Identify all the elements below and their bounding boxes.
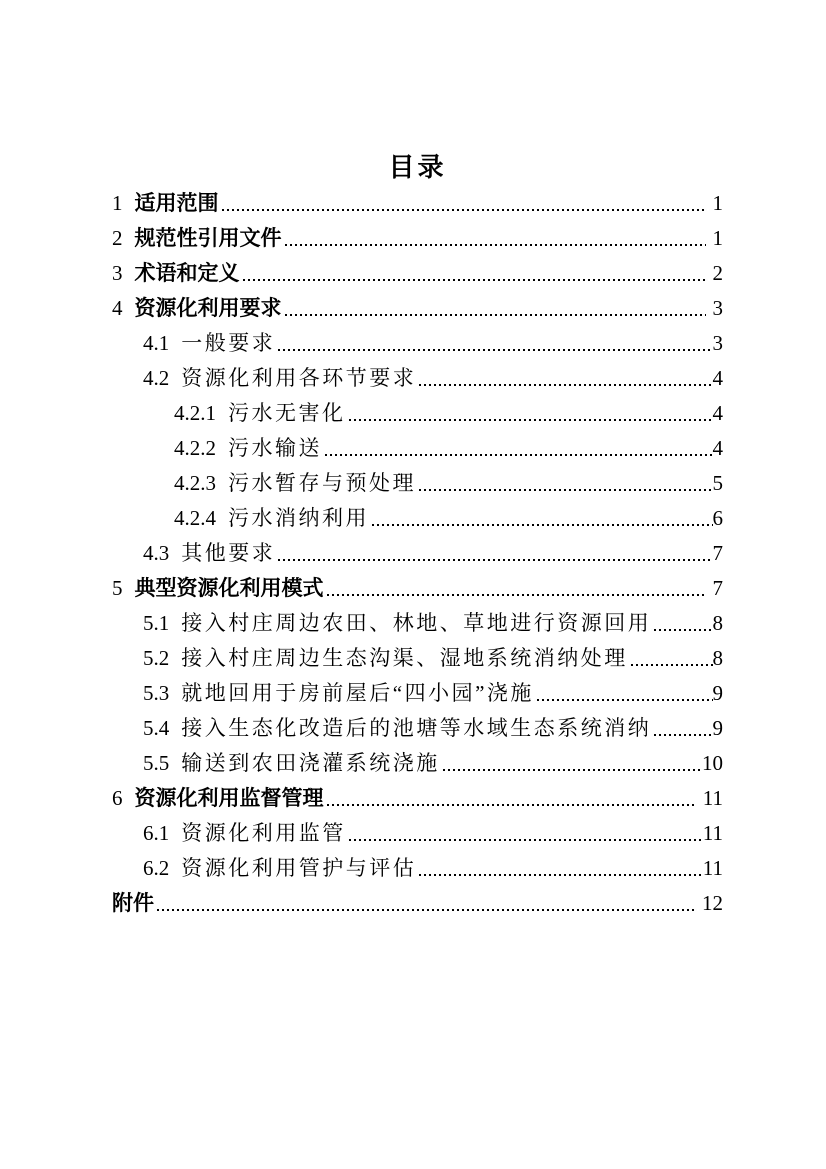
dot-leader bbox=[443, 769, 702, 771]
toc-entry bbox=[112, 361, 723, 396]
dot-leader bbox=[349, 419, 713, 421]
toc-entry bbox=[112, 641, 723, 676]
toc-entry-number: 6.1 bbox=[143, 821, 170, 845]
toc-entry-number: 4.2.1 bbox=[174, 401, 216, 425]
toc-entry-number: 6 bbox=[112, 786, 123, 810]
toc-entry bbox=[112, 291, 723, 326]
toc-entry-page: 11 bbox=[702, 821, 723, 845]
toc-entry-page: 9 bbox=[712, 716, 723, 740]
toc-entry-page: 1 bbox=[712, 226, 723, 250]
toc-entry-number: 5.4 bbox=[143, 716, 170, 740]
toc-entry-number: 4 bbox=[112, 296, 123, 320]
toc-entry bbox=[112, 746, 723, 781]
toc-entry-number: 5.3 bbox=[143, 681, 170, 705]
toc-entry-label: 接入生态化改造后的池塘等水域生态系统消纳 bbox=[181, 716, 652, 740]
dot-leader bbox=[222, 209, 706, 211]
toc-entry-label: 术语和定义 bbox=[134, 262, 240, 285]
toc-entry-number: 4.2 bbox=[143, 366, 170, 390]
toc-entry-page: 4 bbox=[712, 436, 723, 460]
toc-entry bbox=[112, 326, 723, 361]
toc-entry-label: 适用范围 bbox=[134, 192, 219, 215]
dot-leader bbox=[278, 559, 712, 561]
toc-entry-number: 4.3 bbox=[143, 541, 170, 565]
toc-entry bbox=[112, 466, 723, 501]
toc-entry-label: 输送到农田浇灌系统浇施 bbox=[181, 751, 440, 775]
toc-entry-label: 资源化利用要求 bbox=[134, 297, 282, 320]
dot-leader bbox=[654, 734, 712, 736]
toc-entry-label: 接入村庄周边生态沟渠、湿地系统消纳处理 bbox=[181, 646, 628, 670]
toc-entry-number: 5.2 bbox=[143, 646, 170, 670]
toc-entry-page: 7 bbox=[712, 576, 723, 600]
dot-leader bbox=[327, 594, 706, 596]
dot-leader bbox=[537, 699, 713, 701]
toc-entry-page: 8 bbox=[712, 646, 723, 670]
toc-entry-page: 1 bbox=[712, 191, 723, 215]
toc-entry-number: 4.1 bbox=[143, 331, 170, 355]
toc-entry-page: 12 bbox=[702, 891, 723, 915]
toc-entry bbox=[112, 431, 723, 466]
dot-leader bbox=[654, 629, 712, 631]
toc-list bbox=[112, 186, 723, 921]
toc-entry-label: 接入村庄周边农田、林地、草地进行资源回用 bbox=[181, 611, 652, 635]
toc-entry-page: 4 bbox=[712, 366, 723, 390]
toc-entry-label: 就地回用于房前屋后“四小园”浇施 bbox=[181, 681, 534, 705]
toc-entry-label: 污水无害化 bbox=[228, 401, 346, 425]
toc-entry bbox=[112, 221, 723, 256]
dot-leader bbox=[631, 664, 713, 666]
toc-entry bbox=[112, 676, 723, 711]
dot-leader bbox=[325, 454, 713, 456]
toc-entry bbox=[112, 886, 723, 921]
dot-leader bbox=[157, 909, 695, 911]
dot-leader bbox=[327, 804, 696, 806]
toc-entry-label: 一般要求 bbox=[181, 331, 276, 355]
dot-leader bbox=[285, 244, 706, 246]
toc-entry-page: 11 bbox=[702, 786, 723, 810]
toc-entry-page: 6 bbox=[712, 506, 723, 530]
toc-entry-number: 3 bbox=[112, 261, 123, 285]
toc-entry-label: 污水消纳利用 bbox=[228, 506, 369, 530]
toc-entry-number: 2 bbox=[112, 226, 123, 250]
toc-entry-page: 9 bbox=[712, 681, 723, 705]
toc-entry bbox=[112, 606, 723, 641]
toc-entry-label: 污水输送 bbox=[228, 436, 322, 460]
toc-entry-page: 8 bbox=[712, 611, 723, 635]
toc-entry-label: 污水暂存与预处理 bbox=[228, 471, 416, 495]
toc-entry-number: 5.5 bbox=[143, 751, 170, 775]
toc-entry-page: 3 bbox=[712, 331, 723, 355]
toc-entry-label: 资源化利用管护与评估 bbox=[181, 856, 417, 880]
toc-entry-label: 典型资源化利用模式 bbox=[134, 577, 324, 600]
toc-entry-page: 3 bbox=[712, 296, 723, 320]
toc-entry-number: 4.2.4 bbox=[174, 506, 216, 530]
toc-entry-label: 其他要求 bbox=[181, 541, 276, 565]
dot-leader bbox=[419, 489, 713, 491]
toc-entry-label: 资源化利用监管 bbox=[181, 821, 346, 845]
toc-entry bbox=[112, 396, 723, 431]
toc-entry-page: 11 bbox=[702, 856, 723, 880]
toc-entry-page: 7 bbox=[712, 541, 723, 565]
dot-leader bbox=[285, 314, 706, 316]
toc-entry-number: 5 bbox=[112, 576, 123, 600]
toc-entry-number: 4.2.2 bbox=[174, 436, 216, 460]
toc-entry-page: 4 bbox=[712, 401, 723, 425]
toc-entry bbox=[112, 711, 723, 746]
dot-leader bbox=[243, 279, 706, 281]
toc-entry bbox=[112, 186, 723, 221]
toc-entry-number: 5.1 bbox=[143, 611, 170, 635]
dot-leader bbox=[372, 524, 713, 526]
toc-entry bbox=[112, 536, 723, 571]
toc-entry bbox=[112, 501, 723, 536]
toc-entry-number: 4.2.3 bbox=[174, 471, 216, 495]
toc-entry-number: 6.2 bbox=[143, 856, 170, 880]
toc-entry bbox=[112, 781, 723, 816]
toc-entry-label: 附件 bbox=[112, 892, 154, 915]
toc-entry-number: 1 bbox=[112, 191, 123, 215]
toc-entry-page: 5 bbox=[712, 471, 723, 495]
toc-title: 目录 bbox=[388, 152, 447, 182]
toc-entry-page: 2 bbox=[712, 261, 723, 285]
dot-leader bbox=[278, 349, 712, 351]
toc-entry-label: 资源化利用各环节要求 bbox=[181, 366, 417, 390]
dot-leader bbox=[349, 839, 703, 841]
toc-entry bbox=[112, 816, 723, 851]
toc-entry bbox=[112, 256, 723, 291]
toc-entry-label: 资源化利用监督管理 bbox=[134, 787, 324, 810]
dot-leader bbox=[419, 384, 712, 386]
dot-leader bbox=[419, 874, 703, 876]
toc-entry-page: 10 bbox=[702, 751, 723, 775]
toc-entry-label: 规范性引用文件 bbox=[134, 227, 282, 250]
toc-entry bbox=[112, 571, 723, 606]
toc-entry bbox=[112, 851, 723, 886]
